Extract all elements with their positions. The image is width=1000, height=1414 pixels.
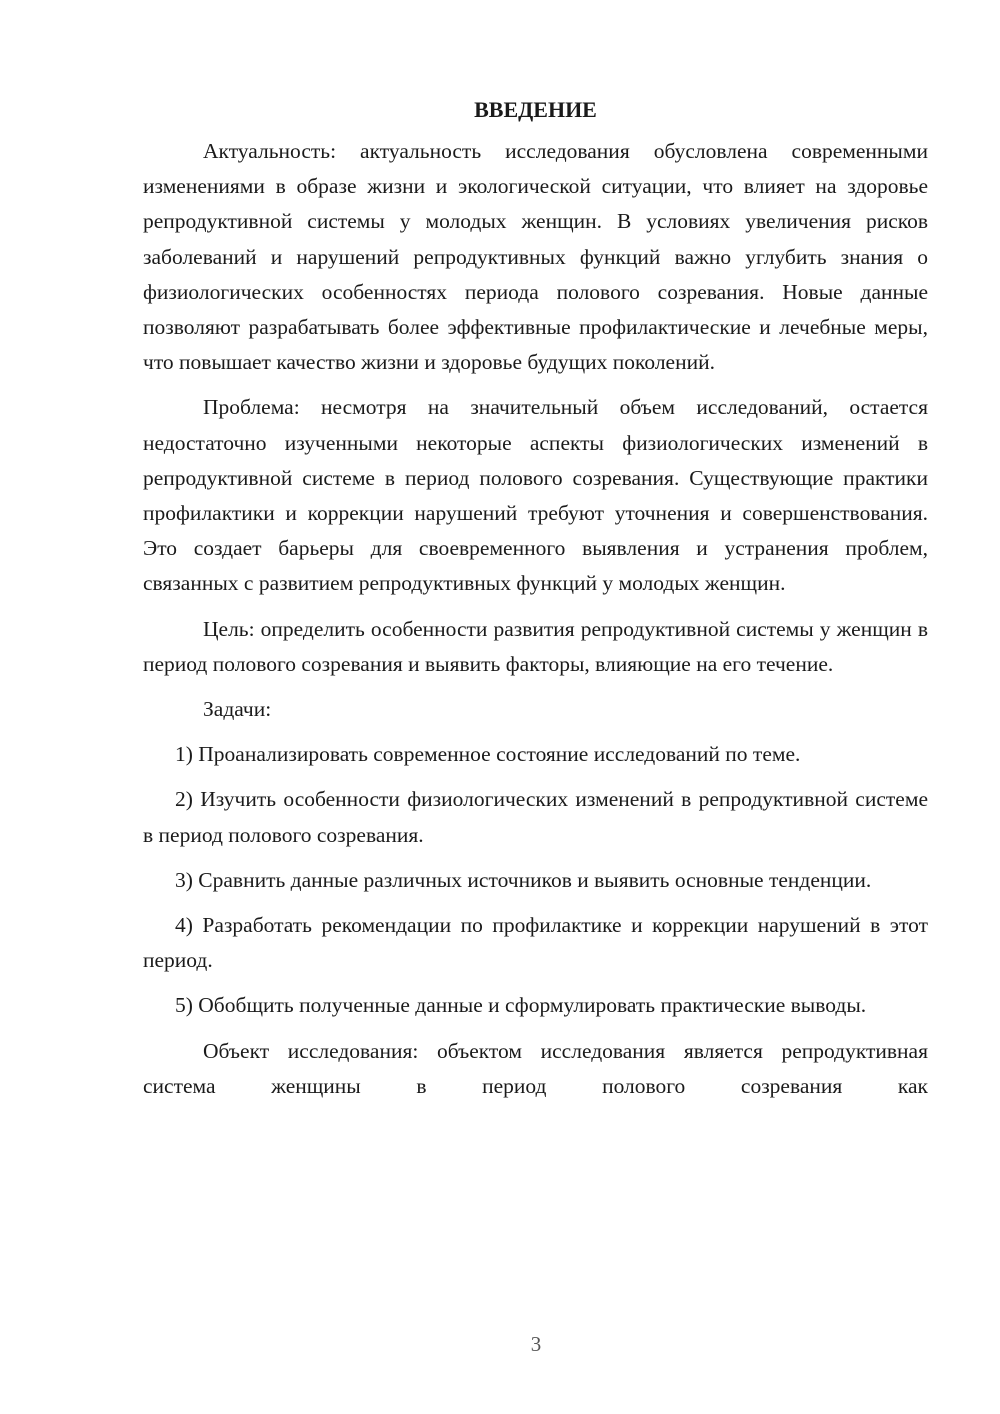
task-item-2: 2) Изучить особенности физиологических изменений в репродуктивной системе в период полового созревания. [143,787,928,847]
section-heading: ВВЕДЕНИЕ [474,97,597,122]
paragraph-goal: Цель: определить особенности развития репродуктивной системы у женщин в период полового созревания и выявить факторы, влияющие на его течение. [143,616,928,676]
task-item-5: 5) Обобщить полученные данные и сформулировать практические выводы. [175,993,867,1018]
paragraph-relevance: Актуальность: актуальность исследования обусловлена современными изменениями в образе жизни и экологической ситуации, что влияет на здоровье репродуктивной системы у молодых женщин. В условиях увеличения рисков заболеваний и нарушений репродуктивных функций важно углубить знания о физиологических особенностях периода полового созревания. Новые данные позволяют разрабатывать более эффективные профилактические и лечебные меры, что повышает качество жизни и здоровье будущих поколений. [143,139,928,375]
paragraph-tasks-title: Задачи: [203,697,272,722]
task-item-1: 1) Проанализировать современное состояние исследований по теме. [175,742,801,767]
paragraph-problem: Проблема: несмотря на значительный объем исследований, остается недостаточно изученными некоторые аспекты физиологических изменений в репродуктивной системе в период полового созревания. Существующие практики профилактики и коррекции нарушений требуют уточнения и совершенствования. Это создает барьеры для своевременного выявления и устранения проблем, связанных с развитием репродуктивных функций у молодых женщин. [143,395,928,596]
document-body [143,94,928,1104]
task-item-3: 3) Сравнить данные различных источников и выявить основные тенденции. [175,867,872,892]
page-number: 3 [530,1332,542,1356]
paragraph-object: Объект исследования: объектом исследования является репродуктивная система женщины в период полового созревания как [143,1038,928,1098]
task-item-4: 4) Разработать рекомендации по профилактике и коррекции нарушений в этот период. [143,913,928,973]
